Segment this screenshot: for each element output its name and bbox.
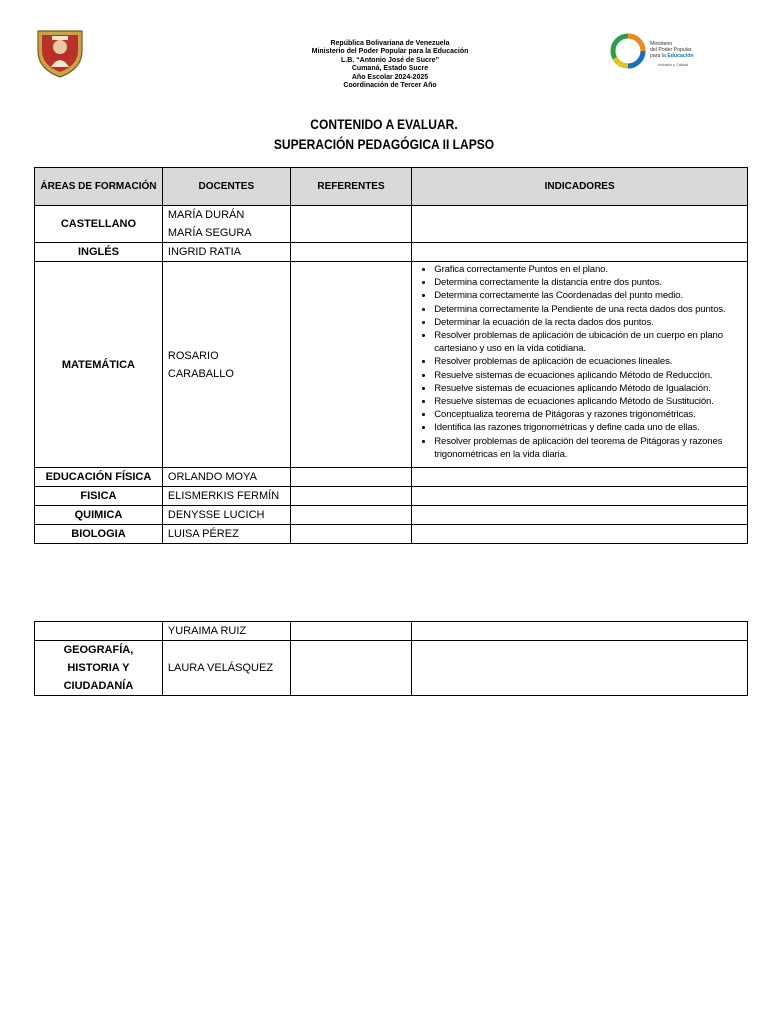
table-row	[35, 262, 748, 468]
indicadores-cell	[412, 262, 748, 468]
indicadores-cell	[412, 622, 748, 641]
area-cell: CASTELLANO	[35, 206, 163, 243]
list-item: • Determina correctamente las Coordenadas del punto medio.	[434, 289, 745, 302]
table-row	[35, 206, 748, 243]
list-item: • Resolver problemas de aplicación del teorema de Pitágoras y razones trigonométricas en la vida diaria.	[434, 435, 745, 461]
teacher-name: ROSARIO CARABALLO	[162, 262, 290, 468]
table-header-row	[35, 168, 748, 206]
area-line: CIUDADANÍA	[63, 680, 134, 692]
indicadores-cell	[412, 525, 748, 544]
header-line-ministry: Ministerio del Poder Popular para la Educación	[311, 48, 469, 56]
ministry-logo-line2: del Poder Popular	[650, 47, 692, 53]
svg-text:para la Educación	[650, 53, 694, 59]
ministry-logo-line1: Ministerio	[650, 41, 673, 47]
list-item: • Conceptualiza teorema de Pitágoras y razones trigonométricas.	[434, 408, 745, 421]
header-line-school: L.B. “Antonio José de Sucre”	[340, 56, 439, 64]
indicadores-cell	[412, 468, 748, 487]
header-line-republic: República Bolivariana de Venezuela	[330, 40, 450, 47]
list-item: • Identifica las razones trigonométricas y define cada uno de ellas.	[434, 421, 745, 434]
header-line-school-year: Año Escolar 2024-2025	[351, 73, 429, 81]
title-line-1: CONTENIDO A EVALUAR.	[310, 116, 458, 132]
indicadores-cell	[412, 243, 748, 262]
area-line: HISTORIA Y	[67, 662, 130, 674]
header-line-coordination: Coordinación de Tercer Año	[343, 82, 437, 90]
list-item: • Grafica correctamente Puntos en el plano.	[434, 263, 745, 276]
list-item: • Determina correctamente la Pendiente de una recta dados dos puntos.	[434, 303, 745, 316]
area-cell	[35, 641, 163, 696]
referentes-cell	[290, 525, 411, 544]
referentes-cell	[290, 206, 411, 243]
referentes-cell	[290, 243, 411, 262]
teacher-name: ELISMERKIS FERMÍN	[162, 487, 290, 506]
header-indicadores: INDICADORES	[412, 168, 748, 206]
area-line: GEOGRAFÍA,	[63, 644, 134, 656]
list-item: • Resolver problemas de aplicación de ecuaciones lineales.	[434, 355, 745, 368]
ministry-logo-line3a: para la	[650, 53, 668, 59]
list-item: • Resuelve sistemas de ecuaciones aplicando Método de Sustitución.	[434, 395, 745, 408]
header-line-city: Cumaná, Estado Sucre	[351, 65, 429, 73]
area-cell	[35, 622, 163, 641]
header-referentes: REFERENTES	[290, 168, 411, 206]
teacher-name: MARÍA SEGURA	[167, 227, 252, 239]
referentes-cell	[290, 468, 411, 487]
title-line-2: SUPERACIÓN PEDAGÓGICA II LAPSO	[273, 136, 495, 152]
indicadores-cell	[412, 641, 748, 696]
table-row	[35, 468, 748, 487]
list-item: • Resuelve sistemas de ecuaciones aplicando Método de Igualación.	[434, 382, 745, 395]
institution-header	[250, 40, 530, 90]
area-cell: INGLÉS	[35, 243, 163, 262]
table-row	[35, 525, 748, 544]
teacher-name: YURAIMA RUIZ	[162, 622, 290, 641]
indicadores-cell	[412, 487, 748, 506]
referentes-cell	[290, 641, 411, 696]
teacher-name: LUISA PÉREZ	[162, 525, 290, 544]
area-cell: QUIMICA	[35, 506, 163, 525]
teacher-name: INGRID RATIA	[162, 243, 290, 262]
indicadores-cell	[412, 506, 748, 525]
teacher-name: ORLANDO MOYA	[162, 468, 290, 487]
header-areas: ÁREAS DE FORMACIÓN	[35, 168, 163, 206]
teacher-name: LAURA VELÁSQUEZ	[162, 641, 290, 696]
teacher-name: MARÍA DURÁN	[167, 209, 245, 221]
area-cell: EDUCACIÓN FÍSICA	[35, 468, 163, 487]
referentes-cell	[290, 506, 411, 525]
table-row	[35, 622, 748, 641]
referentes-cell	[290, 487, 411, 506]
list-item: • Resuelve sistemas de ecuaciones aplicando Método de Reducción.	[434, 369, 745, 382]
evaluation-table-continued	[34, 621, 748, 696]
ministry-education-logo	[610, 33, 706, 75]
indicator-list	[412, 262, 745, 461]
document-title	[0, 114, 768, 154]
evaluation-table	[34, 167, 748, 544]
area-cell: BIOLOGIA	[35, 525, 163, 544]
referentes-cell	[290, 262, 411, 468]
teacher-name: DENYSSE LUCICH	[162, 506, 290, 525]
list-item: • Determinar la ecuación de la recta dados dos puntos.	[434, 316, 745, 329]
docentes-cell	[162, 206, 290, 243]
area-cell: MATEMÁTICA	[35, 262, 163, 468]
table-row	[35, 487, 748, 506]
ministry-logo-line3b: Educación	[667, 53, 694, 59]
list-item: • Resolver problemas de aplicación de ubicación de un cuerpo en plano cartesiano y uso en la vida cotidiana.	[434, 329, 745, 355]
ministry-logo-tagline: Inclusión y Calidad	[658, 63, 689, 67]
list-item: • Determina correctamente la distancia entre dos puntos.	[434, 276, 745, 289]
referentes-cell	[290, 622, 411, 641]
table-row	[35, 641, 748, 696]
area-cell: FISICA	[35, 487, 163, 506]
indicadores-cell	[412, 206, 748, 243]
school-crest-logo	[34, 27, 86, 79]
header-docentes: DOCENTES	[162, 168, 290, 206]
table-row	[35, 506, 748, 525]
table-row	[35, 243, 748, 262]
